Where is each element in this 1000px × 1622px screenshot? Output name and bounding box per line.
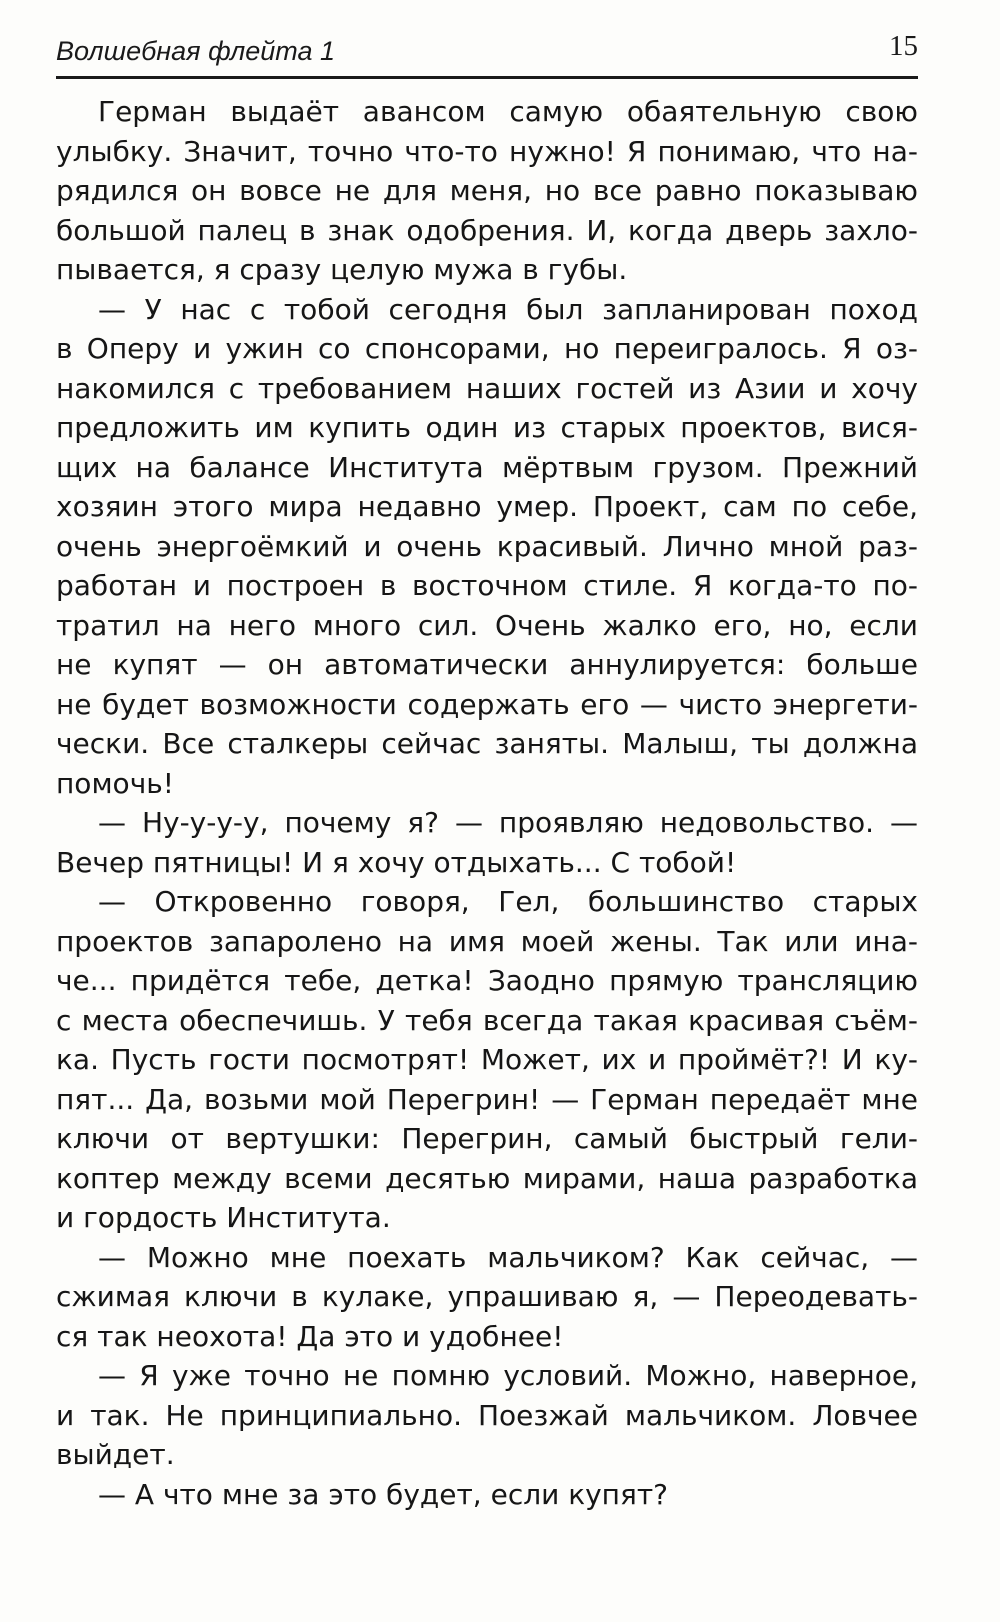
text-line: проектов запаролено на имя моей жены. Так или ина- xyxy=(56,924,918,958)
text-line: улыбку. Значит, точно что-то нужно! Я понимаю, что на- xyxy=(56,134,918,168)
text-line: накомился с требованием наших гостей из Азии и хочу xyxy=(56,371,918,405)
text-line: предложить им купить один из старых проектов, вися- xyxy=(56,411,918,444)
text-line: хозяин этого мира недавно умер. Проект, сам по себе, xyxy=(56,490,918,523)
text-line: работан и построен в восточном стиле. Я когда-то по- xyxy=(56,569,918,602)
text-line: — Откровенно говоря, Гел, большинство старых xyxy=(98,885,918,918)
text-line: пят... Да, возьми мой Перегрин! — Герман передаёт мне xyxy=(56,1082,918,1116)
text-line: не купят — он автоматически аннулируется: больше xyxy=(56,648,918,681)
text-line: помочь! xyxy=(56,766,174,800)
page-number: 15 xyxy=(889,30,918,62)
text-line: — Можно мне поехать мальчиком? Как сейчас, — xyxy=(98,1240,918,1274)
text-line: и так. Не принципиально. Поезжай мальчиком. Ловчее xyxy=(56,1398,918,1432)
text-line: с места обеспечишь. У тебя всегда такая красивая съём- xyxy=(56,1003,918,1037)
text-line: большой палец в знак одобрения. И, когда дверь захло- xyxy=(56,213,918,247)
text-line: и гордость Института. xyxy=(56,1201,391,1234)
text-line: чески. Все сталкеры сейчас заняты. Малыш, ты должна xyxy=(56,727,918,760)
text-line: ключи от вертушки: Перегрин, самый быстрый гели- xyxy=(56,1122,918,1155)
body-text xyxy=(56,92,918,1514)
text-line: выйдет. xyxy=(56,1438,175,1471)
text-line: — Ну-у-у-у, почему я? — проявляю недовольство. — xyxy=(98,806,918,839)
text-line: не будет возможности содержать его — чисто энергети- xyxy=(56,687,918,721)
text-line: ка. Пусть гости посмотрят! Может, их и проймёт?! И ку- xyxy=(56,1043,918,1076)
text-line: — У нас с тобой сегодня был запланирован поход xyxy=(98,292,918,326)
text-line: ся так неохота! Да это и удобнее! xyxy=(56,1319,564,1353)
text-line: Вечер пятницы! И я хочу отдыхать... С тобой! xyxy=(56,845,737,879)
text-line: тратил на него много сил. Очень жалко его, но, если xyxy=(56,608,918,642)
text-line: рядился он вовсе не для меня, но все равно показываю xyxy=(56,174,918,207)
running-title: Волшебная флейта 1 xyxy=(56,36,336,66)
text-line: в Оперу и ужин со спонсорами, но переигралось. Я оз- xyxy=(56,332,918,365)
text-line: че... придётся тебе, детка! Заодно прямую трансляцию xyxy=(56,964,918,997)
text-line: пывается, я сразу целую мужа в губы. xyxy=(56,253,628,286)
text-line: щих на балансе Института мёртвым грузом. Прежний xyxy=(56,450,918,484)
text-line: — Я уже точно не помню условий. Можно, наверное, xyxy=(98,1359,918,1392)
text-line: коптер между всеми десятью мирами, наша разработка xyxy=(56,1161,918,1195)
text-line: сжимая ключи в кулаке, упрашиваю я, — Переодевать- xyxy=(56,1280,918,1313)
text-line: — А что мне за это будет, если купят? xyxy=(98,1477,669,1511)
text-line: очень энергоёмкий и очень красивый. Лично мной раз- xyxy=(56,529,918,563)
page-header xyxy=(56,28,918,79)
text-line: Герман выдаёт авансом самую обаятельную свою xyxy=(98,95,918,128)
